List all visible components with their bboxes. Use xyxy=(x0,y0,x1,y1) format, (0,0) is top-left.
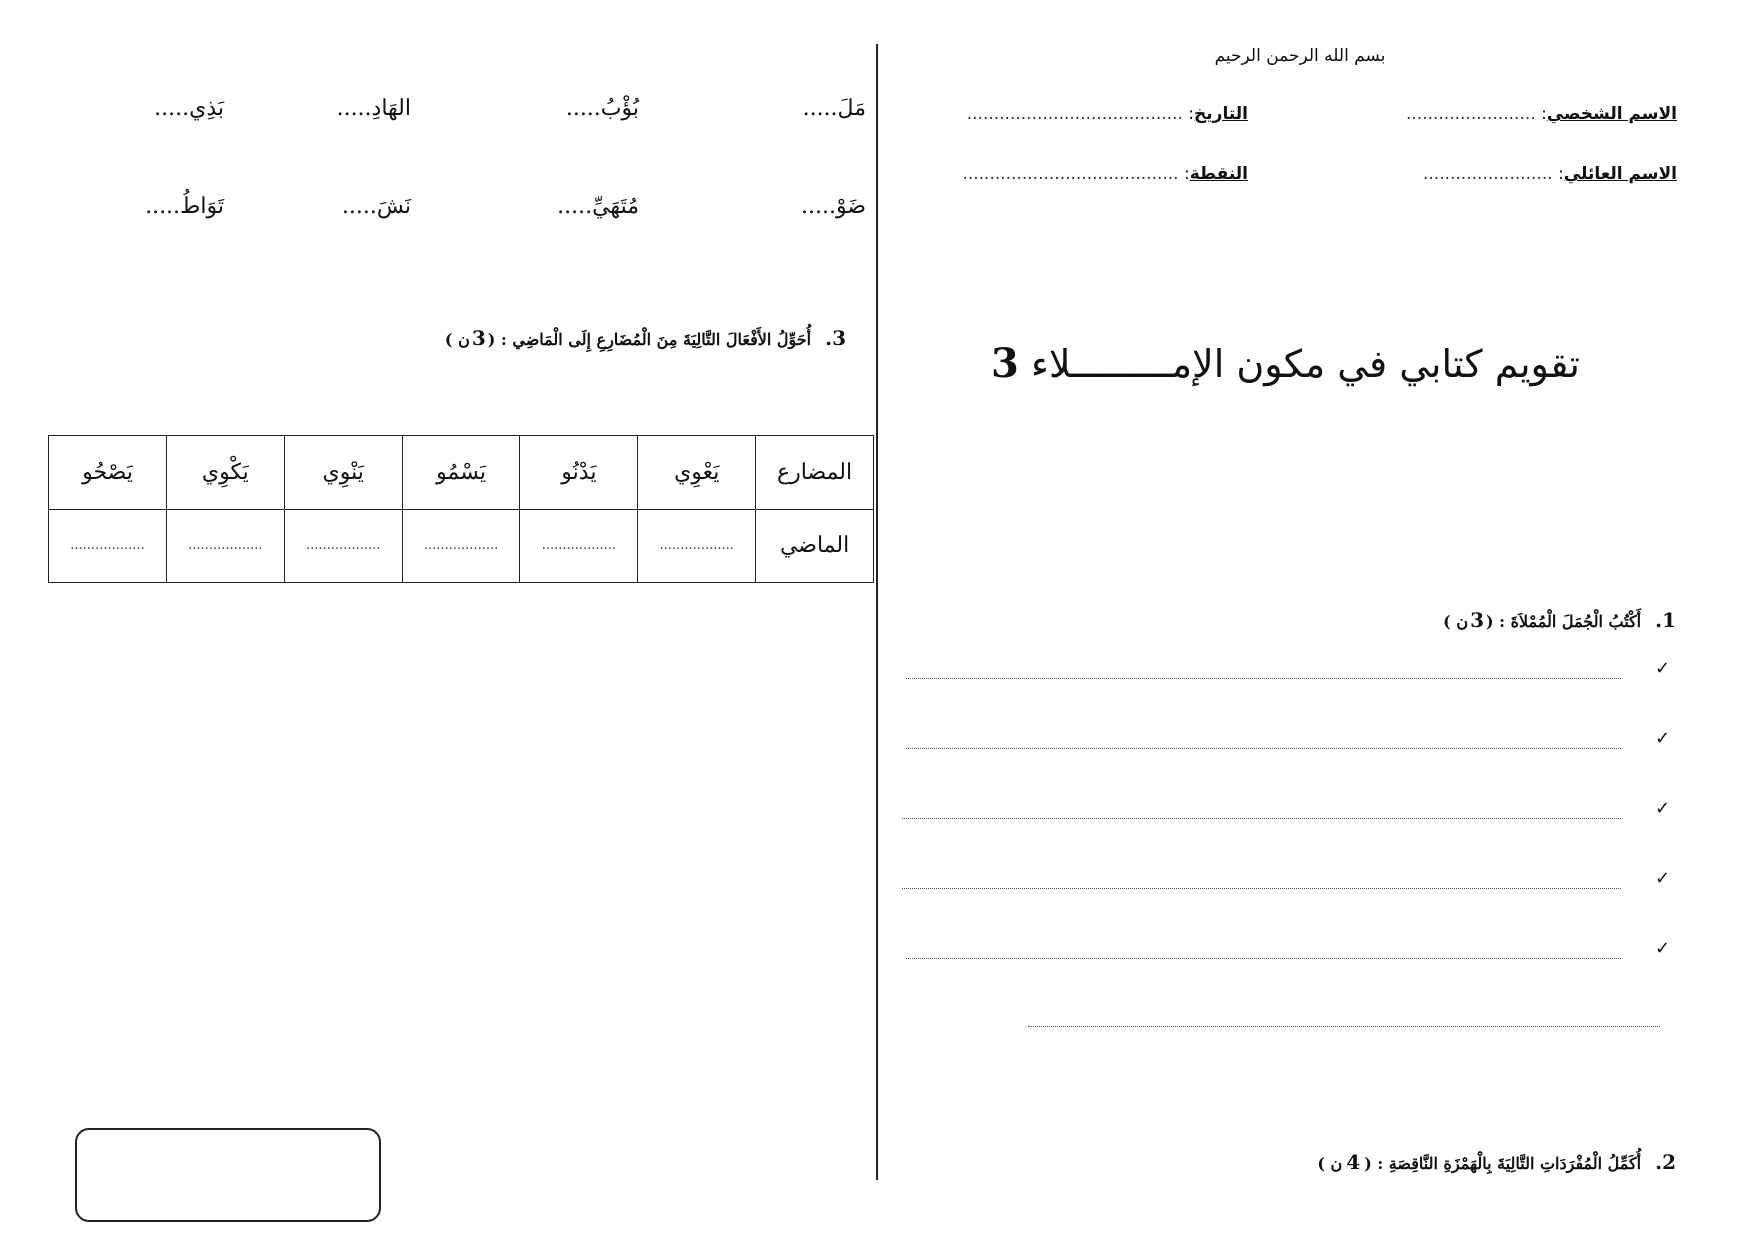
question-3-text: أُحَوِّلُ الأَفْعَالَ التَّالِيَةَ مِنَ الْمُضَارِعِ إِلَى الْمَاضِي : ( xyxy=(487,330,812,349)
page-title xyxy=(991,340,1580,387)
word-item[interactable]: بُؤْبُ..... xyxy=(565,96,639,121)
question-1-number: 1. xyxy=(1655,608,1676,632)
answer-cell[interactable]: .................. xyxy=(166,509,284,583)
answer-cell[interactable]: .................. xyxy=(49,509,167,583)
first-name-blank[interactable]: ........................ xyxy=(1405,104,1536,124)
date-field[interactable]: التاريخ: ........................................ xyxy=(966,104,1248,124)
date-blank[interactable]: ........................................ xyxy=(966,104,1183,124)
question-2-number: 2. xyxy=(1655,1150,1676,1174)
question-1-text: أَكْتُبُ الْجُمَلَ الْمُمْلاَةَ : ( xyxy=(1485,612,1642,631)
question-2: 2.أُكَمِّلُ الْمُفْرَدَاتِ التَّالِيَةَ بِالْهَمْزَةِ النَّاقِصَةِ : (4ن ) xyxy=(1317,1150,1676,1174)
row-label-present: المضارع xyxy=(756,436,874,510)
answer-line-4[interactable] xyxy=(902,888,1621,889)
question-2-text: أُكَمِّلُ الْمُفْرَدَاتِ التَّالِيَةَ بِالْهَمْزَةِ النَّاقِصَةِ : ( xyxy=(1364,1154,1642,1173)
word-item[interactable]: نَشَ..... xyxy=(341,194,411,219)
word-item[interactable]: تَوَاطُ..... xyxy=(145,194,224,219)
grade-field[interactable]: النقطة: ........................................ xyxy=(962,164,1248,184)
title-number: 3 xyxy=(991,340,1019,387)
question-3: 3.أُحَوِّلُ الأَفْعَالَ التَّالِيَةَ مِنَ الْمُضَارِعِ إِلَى الْمَاضِي : (3ن ) xyxy=(444,326,846,350)
answer-cell[interactable]: .................. xyxy=(520,509,638,583)
family-name-field[interactable]: الاسم العائلي: ........................ xyxy=(1422,164,1677,184)
question-3-score: 3 xyxy=(471,326,486,350)
check-icon: ✓ xyxy=(1655,798,1671,819)
question-1: 1.أَكْتُبُ الْجُمَلَ الْمُمْلاَةَ : (3ن ) xyxy=(1443,608,1676,632)
check-icon: ✓ xyxy=(1655,938,1671,959)
row-label-past: الماضي xyxy=(756,509,874,583)
first-name-field[interactable]: الاسم الشخصي: ........................ xyxy=(1405,104,1677,124)
verb-cell: يَنْوِي xyxy=(284,436,402,510)
grade-label: النقطة xyxy=(1189,164,1248,184)
answer-cell[interactable]: .................. xyxy=(402,509,520,583)
check-icon: ✓ xyxy=(1655,658,1671,679)
family-name-label: الاسم العائلي xyxy=(1563,164,1677,184)
answer-line-3[interactable] xyxy=(902,818,1621,819)
verb-cell: يَعْوِي xyxy=(638,436,756,510)
verb-cell: يَصْحُو xyxy=(49,436,167,510)
answer-line-5[interactable] xyxy=(906,958,1621,959)
answer-cell[interactable]: .................. xyxy=(284,509,402,583)
word-item[interactable]: ضَوْ..... xyxy=(800,194,866,219)
answer-line-6[interactable] xyxy=(1028,1026,1660,1027)
verb-cell: يَكْوِي xyxy=(166,436,284,510)
grade-blank[interactable]: ........................................ xyxy=(962,164,1179,184)
question-2-score: 4 xyxy=(1346,1150,1361,1174)
answer-cell[interactable]: .................. xyxy=(638,509,756,583)
check-icon: ✓ xyxy=(1655,868,1671,889)
title-text: تقويم كتابي في مكون الإمـــــــــلاء xyxy=(1030,342,1580,386)
table-row xyxy=(49,436,874,510)
word-item[interactable]: مُتَهَيِّ..... xyxy=(557,194,639,219)
table-row xyxy=(49,509,874,583)
answer-line-2[interactable] xyxy=(906,748,1621,749)
question-1-score: 3 xyxy=(1470,608,1484,632)
family-name-blank[interactable]: ........................ xyxy=(1422,164,1553,184)
word-item[interactable]: مَلَ..... xyxy=(802,96,866,121)
verbs-table xyxy=(48,435,874,583)
verb-cell: يَسْمُو xyxy=(402,436,520,510)
answer-line-1[interactable] xyxy=(906,678,1621,679)
score-box[interactable] xyxy=(75,1128,381,1222)
verb-cell: يَدْنُو xyxy=(520,436,638,510)
first-name-label: الاسم الشخصي xyxy=(1546,104,1677,124)
date-label: التاريخ xyxy=(1194,104,1248,124)
word-item[interactable]: بَذِي..... xyxy=(154,96,224,121)
check-icon: ✓ xyxy=(1655,728,1671,749)
page-divider xyxy=(876,44,878,1180)
word-item[interactable]: الهَادِ..... xyxy=(336,96,411,121)
bismillah: بسم الله الرحمن الرحيم xyxy=(1214,46,1386,66)
question-3-number: 3. xyxy=(825,326,846,350)
